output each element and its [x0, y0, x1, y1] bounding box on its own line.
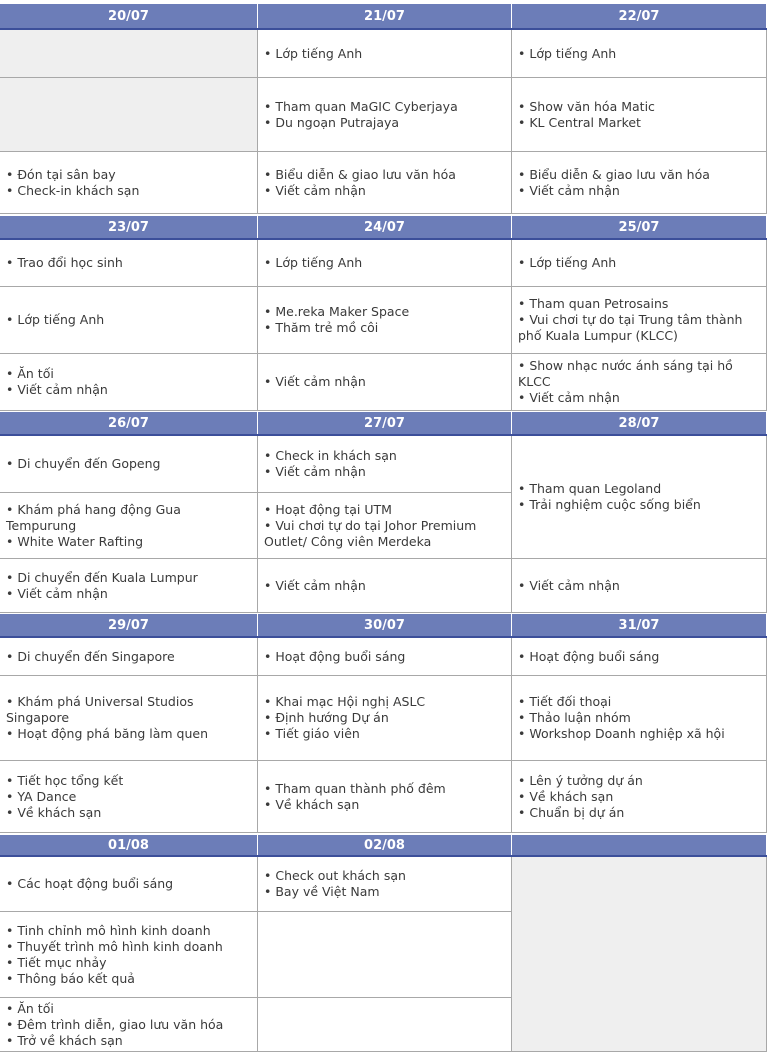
date-header: 01/08 — [0, 835, 258, 855]
activity-list — [6, 694, 251, 742]
activity-item: • Hoạt động tại UTM — [264, 502, 505, 518]
activity-list — [518, 773, 643, 821]
activity-item: • Thuyết trình mô hình kinh doanh — [6, 939, 223, 955]
activity-cell — [258, 912, 512, 998]
date-header: 02/08 — [258, 835, 512, 855]
activity-item: • Tiết học tổng kết — [6, 773, 123, 789]
activity-list — [6, 502, 251, 550]
activity-item: • Viết cảm nhận — [518, 578, 620, 594]
activity-cell — [512, 676, 767, 761]
activity-list — [264, 578, 366, 594]
activity-item: • Tham quan Legoland — [518, 481, 701, 497]
activity-cell — [258, 761, 512, 833]
date-header: 26/07 — [0, 412, 258, 434]
activity-cell — [0, 912, 258, 998]
activity-list — [264, 374, 366, 390]
activity-list — [6, 876, 173, 892]
activity-item: • Biểu diễn & giao lưu văn hóa — [264, 167, 456, 183]
activity-list — [6, 923, 223, 987]
activity-item: • Lớp tiếng Anh — [264, 46, 362, 62]
activity-list — [6, 312, 104, 328]
activity-list — [518, 481, 701, 513]
date-header: 21/07 — [258, 4, 512, 28]
activity-item: • Workshop Doanh nghiệp xã hội — [518, 726, 725, 742]
activity-list — [6, 570, 198, 602]
activity-item: • Vui chơi tự do tại Trung tâm thành phố Kuala Lumpur (KLCC) — [518, 312, 760, 344]
activity-list — [518, 578, 620, 594]
activity-cell — [512, 761, 767, 833]
activity-cell — [0, 152, 258, 214]
activity-cell — [0, 287, 258, 354]
activity-item: • Viết cảm nhận — [264, 374, 366, 390]
date-header: 20/07 — [0, 4, 258, 28]
activity-item: • Trải nghiệm cuộc sống biển — [518, 497, 701, 513]
date-header: 30/07 — [258, 614, 512, 636]
activity-cell — [0, 857, 258, 912]
activity-list — [518, 358, 760, 406]
activity-item: • Tinh chỉnh mô hình kinh doanh — [6, 923, 223, 939]
activity-item: • Lớp tiếng Anh — [518, 46, 616, 62]
activity-cell — [512, 30, 767, 78]
activity-item: • Ăn tối — [6, 1001, 223, 1017]
activity-item: • Khám phá Universal Studios Singapore — [6, 694, 251, 726]
activity-item: • Show nhạc nước ánh sáng tại hồ KLCC — [518, 358, 760, 390]
activity-item: • KL Central Market — [518, 115, 655, 131]
activity-cell — [258, 78, 512, 152]
activity-cell — [512, 354, 767, 411]
activity-cell — [0, 676, 258, 761]
activity-cell — [258, 30, 512, 78]
activity-item: • Di chuyển đến Singapore — [6, 649, 175, 665]
activity-item: • Thông báo kết quả — [6, 971, 223, 987]
activity-item: • Me.reka Maker Space — [264, 304, 409, 320]
activity-cell — [258, 436, 512, 493]
activity-item: • Lớp tiếng Anh — [6, 312, 104, 328]
activity-item: • Viết cảm nhận — [6, 382, 108, 398]
activity-item: • Viết cảm nhận — [264, 183, 456, 199]
activity-item: • Viết cảm nhận — [264, 578, 366, 594]
activity-cell — [512, 287, 767, 354]
activity-item: • Về khách sạn — [6, 805, 123, 821]
activity-item: • Di chuyển đến Kuala Lumpur — [6, 570, 198, 586]
activity-cell — [258, 998, 512, 1052]
activity-list — [6, 167, 139, 199]
date-header: 24/07 — [258, 216, 512, 238]
activity-list — [264, 868, 406, 900]
activity-list — [6, 456, 160, 472]
activity-list — [6, 773, 123, 821]
activity-item: • Check out khách sạn — [264, 868, 406, 884]
activity-item: • Lớp tiếng Anh — [518, 255, 616, 271]
activity-list — [264, 167, 456, 199]
activity-cell — [512, 638, 767, 676]
date-header: 23/07 — [0, 216, 258, 238]
activity-cell — [0, 30, 258, 78]
activity-list — [264, 99, 458, 131]
activity-cell — [0, 354, 258, 411]
activity-item: • Thăm trẻ mồ côi — [264, 320, 409, 336]
activity-item: • Lớp tiếng Anh — [264, 255, 362, 271]
activity-list — [264, 304, 409, 336]
activity-cell — [512, 436, 767, 559]
activity-cell — [0, 493, 258, 559]
activity-cell — [258, 638, 512, 676]
activity-cell — [512, 152, 767, 214]
activity-item: • Định hướng Dự án — [264, 710, 425, 726]
activity-item: • YA Dance — [6, 789, 123, 805]
activity-list — [518, 99, 655, 131]
activity-item: • Bay về Việt Nam — [264, 884, 406, 900]
activity-item: • Chuẩn bị dự án — [518, 805, 643, 821]
activity-item: • Hoạt động buổi sáng — [264, 649, 405, 665]
activity-list — [518, 167, 710, 199]
activity-item: • Tiết mục nhảy — [6, 955, 223, 971]
activity-list — [264, 448, 397, 480]
activity-list — [518, 46, 616, 62]
activity-item: • Về khách sạn — [264, 797, 446, 813]
activity-cell — [258, 857, 512, 912]
activity-list — [518, 694, 725, 742]
activity-list — [264, 649, 405, 665]
activity-cell — [512, 78, 767, 152]
activity-item: • Show văn hóa Matic — [518, 99, 655, 115]
activity-list — [264, 46, 362, 62]
activity-item: • Đêm trình diễn, giao lưu văn hóa — [6, 1017, 223, 1033]
activity-cell — [0, 998, 258, 1052]
activity-cell — [0, 559, 258, 613]
activity-item: • Biểu diễn & giao lưu văn hóa — [518, 167, 710, 183]
date-header — [512, 835, 767, 855]
activity-item: • Viết cảm nhận — [518, 390, 760, 406]
activity-cell — [0, 761, 258, 833]
activity-item: • Trao đổi học sinh — [6, 255, 123, 271]
activity-item: • Thảo luận nhóm — [518, 710, 725, 726]
activity-item: • Tiết đối thoại — [518, 694, 725, 710]
activity-cell — [258, 493, 512, 559]
activity-cell — [0, 78, 258, 152]
activity-item: • Viết cảm nhận — [264, 464, 397, 480]
activity-item: • Tham quan Petrosains — [518, 296, 760, 312]
activity-item: • Trở về khách sạn — [6, 1033, 223, 1049]
activity-cell — [258, 676, 512, 761]
activity-cell — [258, 559, 512, 613]
activity-item: • Tham quan MaGIC Cyberjaya — [264, 99, 458, 115]
activity-item: • Check-in khách sạn — [6, 183, 139, 199]
activity-item: • Đón tại sân bay — [6, 167, 139, 183]
activity-list — [518, 255, 616, 271]
activity-cell — [258, 287, 512, 354]
activity-cell — [0, 240, 258, 287]
activity-item: • Tiết giáo viên — [264, 726, 425, 742]
activity-item: • Ăn tối — [6, 366, 108, 382]
activity-item: • Du ngoạn Putrajaya — [264, 115, 458, 131]
activity-item: • White Water Rafting — [6, 534, 251, 550]
activity-list — [518, 649, 659, 665]
date-header: 25/07 — [512, 216, 767, 238]
activity-list — [6, 366, 108, 398]
activity-item: • Viết cảm nhận — [6, 586, 198, 602]
activity-item: • Vui chơi tự do tại Johor Premium Outlet/ Công viên Merdeka — [264, 518, 505, 550]
activity-item: • Check in khách sạn — [264, 448, 397, 464]
activity-cell — [512, 559, 767, 613]
activity-list — [264, 502, 505, 550]
activity-item: • Các hoạt động buổi sáng — [6, 876, 173, 892]
activity-list — [518, 296, 760, 344]
activity-cell — [512, 240, 767, 287]
activity-list — [264, 781, 446, 813]
activity-item: • Hoạt động buổi sáng — [518, 649, 659, 665]
date-header: 27/07 — [258, 412, 512, 434]
activity-item: • Di chuyển đến Gopeng — [6, 456, 160, 472]
activity-list — [264, 255, 362, 271]
activity-item: • Hoạt động phá băng làm quen — [6, 726, 251, 742]
activity-item: • Về khách sạn — [518, 789, 643, 805]
date-header: 29/07 — [0, 614, 258, 636]
activity-list — [264, 694, 425, 742]
activity-list — [6, 1001, 223, 1049]
activity-item: • Viết cảm nhận — [518, 183, 710, 199]
activity-item: • Lên ý tưởng dự án — [518, 773, 643, 789]
activity-cell — [258, 152, 512, 214]
activity-cell — [258, 354, 512, 411]
activity-list — [6, 649, 175, 665]
activity-cell — [512, 857, 767, 1052]
activity-cell — [258, 240, 512, 287]
activity-item: • Khai mạc Hội nghị ASLC — [264, 694, 425, 710]
date-header: 22/07 — [512, 4, 767, 28]
activity-cell — [0, 436, 258, 493]
activity-cell — [0, 638, 258, 676]
activity-list — [6, 255, 123, 271]
activity-item: • Tham quan thành phố đêm — [264, 781, 446, 797]
date-header: 31/07 — [512, 614, 767, 636]
date-header: 28/07 — [512, 412, 767, 434]
activity-item: • Khám phá hang động Gua Tempurung — [6, 502, 251, 534]
